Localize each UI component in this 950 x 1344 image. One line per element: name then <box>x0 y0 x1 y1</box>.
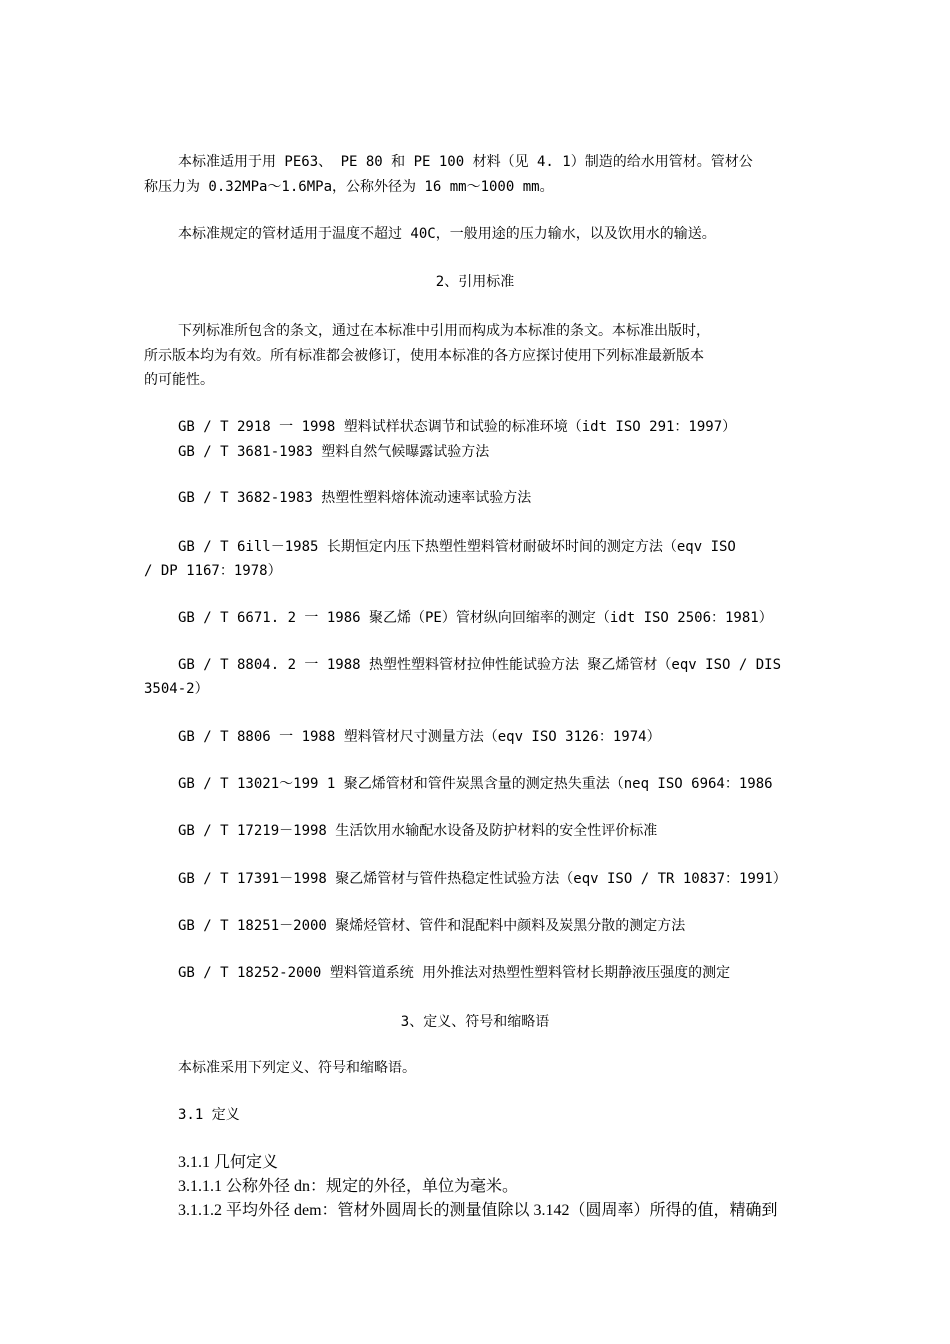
references-intro-line-2: 所示版本均为有效。所有标准都会被修订，使用本标准的各方应探讨使用下列标准最新版本 <box>144 348 704 364</box>
references-intro-line-3: 的可能性。 <box>144 372 214 388</box>
section-3-1-heading: 3.1 定义 <box>178 1107 240 1123</box>
reference-item: GB / T 6671. 2 一 1986 聚乙烯（PE）管材纵向回缩率的测定（idt ISO 2506：1981） <box>178 610 773 626</box>
section-2-heading: 2、引用标准 <box>435 274 515 290</box>
scope-paragraph-line-1: 本标准适用于用 PE63、 PE 80 和 PE 100 材料（见 4. 1）制造的给水用管材。管材公 <box>178 154 753 170</box>
definitions-intro: 本标准采用下列定义、符号和缩略语。 <box>178 1060 416 1076</box>
reference-item: GB / T 18252-2000 塑料管道系统 用外推法对热塑性塑料管材长期静液压强度的测定 <box>178 965 731 981</box>
reference-item: GB / T 8806 一 1988 塑料管材尺寸测量方法（eqv ISO 3126：1974） <box>178 729 661 745</box>
reference-item: GB / T 13021～199 1 聚乙烯管材和管件炭黑含量的测定热失重法（neq ISO 6964：1986 <box>178 776 773 792</box>
definition-mean-outside-diameter: 3.1.1.2 平均外径 dem：管材外圆周长的测量值除以 3.142（圆周率）所得的值，精确到 <box>178 1202 778 1219</box>
reference-item: GB / T 18251－2000 聚烯烃管材、管件和混配料中颜料及炭黑分散的测定方法 <box>178 918 686 934</box>
reference-item-continuation: 3504-2） <box>144 681 209 697</box>
section-3-1-1-heading: 3.1.1 几何定义 <box>178 1154 279 1171</box>
reference-item: GB / T 17219－1998 生活饮用水输配水设备及防护材料的安全性评价标准 <box>178 823 658 839</box>
scope-temperature-paragraph: 本标准规定的管材适用于温度不超过 40C，一般用途的压力输水，以及饮用水的输送。 <box>178 226 716 242</box>
reference-item: GB / T 6ill－1985 长期恒定内压下热塑性塑料管材耐破坏时间的测定方法（eqv ISO <box>178 539 736 555</box>
reference-item-continuation: / DP 1167：1978） <box>144 563 282 579</box>
reference-item: GB / T 2918 一 1998 塑料试样状态调节和试验的标准环境（idt ISO 291：1997） <box>178 419 737 435</box>
reference-item: GB / T 3681-1983 塑料自然气候曝露试验方法 <box>178 444 490 460</box>
references-intro-line-1: 下列标准所包含的条文，通过在本标准中引用而构成为本标准的条文。本标准出版时， <box>178 323 710 339</box>
section-3-heading: 3、定义、符号和缩略语 <box>400 1014 550 1030</box>
reference-item: GB / T 8804. 2 一 1988 热塑性塑料管材拉伸性能试验方法 聚乙烯管材（eqv ISO / DIS <box>178 657 782 673</box>
reference-item: GB / T 17391－1998 聚乙烯管材与管件热稳定性试验方法（eqv ISO / TR 10837：1991） <box>178 871 787 887</box>
scope-paragraph-line-2: 称压力为 0.32MPa～1.6MPa，公称外径为 16 mm～1000 mm。 <box>144 179 554 195</box>
reference-item: GB / T 3682-1983 热塑性塑料熔体流动速率试验方法 <box>178 490 532 506</box>
definition-nominal-outside-diameter: 3.1.1.1 公称外径 dn：规定的外径，单位为毫米。 <box>178 1178 519 1195</box>
